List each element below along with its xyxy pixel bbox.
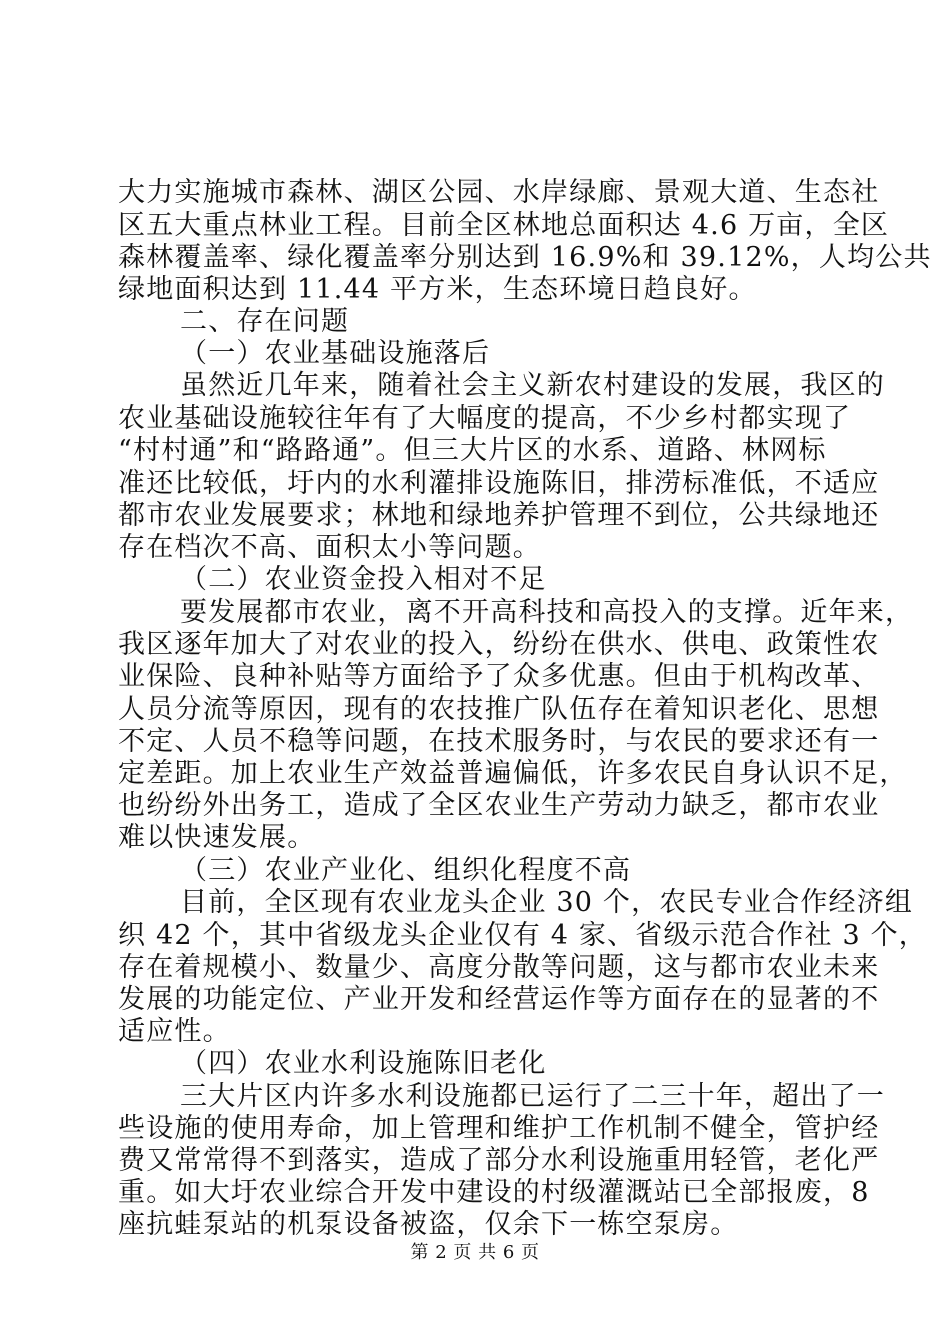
text-line: 织 42 个，其中省级龙头企业仅有 4 家、省级示范合作社 3 个， [118,920,928,951]
text-line: 森林覆盖率、绿化覆盖率分别达到 16.9%和 39.12%，人均公共 [118,242,932,273]
text-line: 人员分流等原因，现有的农技推广队伍存在着知识老化、思想 [118,694,880,725]
text-line: 大力实施城市森林、湖区公园、水岸绿廊、景观大道、生态社 [118,177,880,208]
text-line: 定差距。加上农业生产效益普遍偏低，许多农民自身认识不足， [118,758,908,789]
text-line: 费又常常得不到落实，造成了部分水利设施重用轻管，老化严 [118,1145,880,1176]
text-line: 难以快速发展。 [118,822,316,853]
text-line: 重。如大圩农业综合开发中建设的村级灌溉站已全部报废，8 [118,1177,870,1208]
text-line: 准还比较低，圩内的水利灌排设施陈旧，排涝标准低，不适应 [118,468,880,499]
text-line: 区五大重点林业工程。目前全区林地总面积达 4.6 万亩，全区 [118,210,890,241]
text-line: “村村通”和“路路通”。但三大片区的水系、道路、林网标 [118,435,827,466]
subsection-heading: （四）农业水利设施陈旧老化 [180,1048,547,1079]
text-line: 座抗蛙泵站的机泵设备被盗，仅余下一栋空泵房。 [118,1209,739,1240]
subsection-heading: （三）农业产业化、组织化程度不高 [180,855,632,886]
page-footer [0,1242,950,1264]
text-line: 虽然近几年来，随着社会主义新农村建设的发展，我区的 [180,370,885,401]
text-line: 不定、人员不稳等问题，在技术服务时，与农民的要求还有一 [118,726,880,757]
text-line: 存在着规模小、数量少、高度分散等问题，这与都市农业未来 [118,952,880,983]
section-heading: 二、存在问题 [180,306,350,337]
text-line: 都市农业发展要求；林地和绿地养护管理不到位，公共绿地还 [118,500,880,531]
text-line: 业保险、良种补贴等方面给予了众多优惠。但由于机构改革、 [118,661,880,692]
subsection-heading: （一）农业基础设施落后 [180,338,491,369]
text-line: 我区逐年加大了对农业的投入，纷纷在供水、供电、政策性农 [118,629,880,660]
subsection-heading: （二）农业资金投入相对不足 [180,564,547,595]
text-line: 存在档次不高、面积太小等问题。 [118,532,541,563]
text-line: 绿地面积达到 11.44 平方米，生态环境日趋良好。 [118,274,757,305]
text-line: 些设施的使用寿命，加上管理和维护工作机制不健全，管护经 [118,1113,880,1144]
text-line: 农业基础设施较往年有了大幅度的提高，不少乡村都实现了 [118,403,852,434]
text-line: 发展的功能定位、产业开发和经营运作等方面存在的显著的不 [118,984,880,1015]
text-line: 要发展都市农业，离不开高科技和高投入的支撑。近年来， [180,597,914,628]
page-number-label: 第 2 页 共 6 页 [410,1242,540,1263]
text-line: 也纷纷外出务工，造成了全区农业生产劳动力缺乏，都市农业 [118,790,880,821]
text-line: 目前，全区现有农业龙头企业 30 个，农民专业合作经济组 [180,887,914,918]
text-line: 适应性。 [118,1016,231,1047]
text-line: 三大片区内许多水利设施都已运行了二三十年，超出了一 [180,1081,885,1112]
